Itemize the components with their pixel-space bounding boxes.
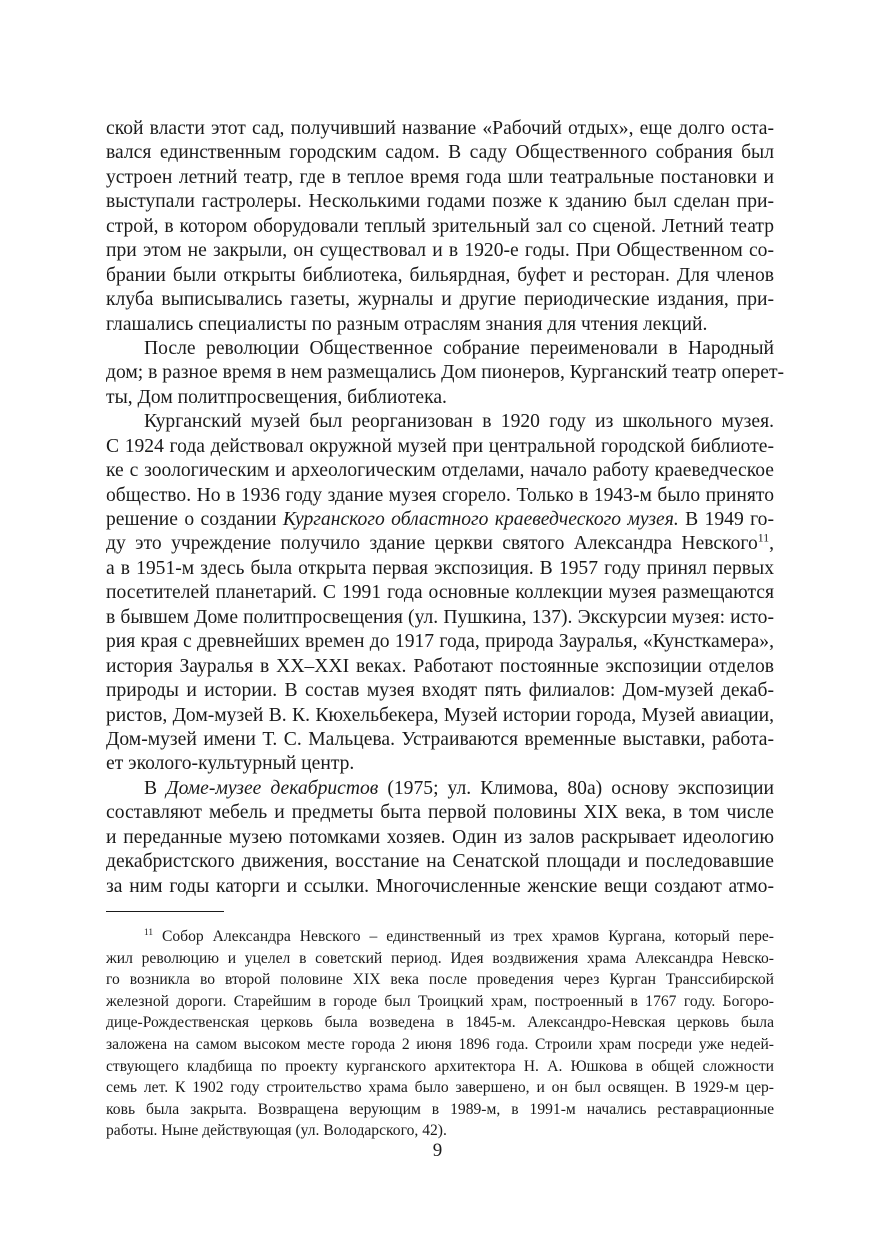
text-line: при этом не закрыли, он существовал и в 1920-е годы. При Общественном со- bbox=[106, 240, 774, 262]
text-line: посетителей планетарий. С 1991 года основные коллекции музея размещаются bbox=[106, 582, 774, 604]
footnote-line: ковь была закрыта. Возвращена верующим в 1989-м, в 1991-м начались реставрационные bbox=[106, 1100, 774, 1118]
footnote-line: работы. Ныне действующая (ул. Володарского, 42). bbox=[106, 1122, 447, 1140]
footnote-line: заложена на самом высоком месте города 2 июня 1896 года. Строили храм посреди уже недей- bbox=[106, 1035, 774, 1053]
text-segment: решение о создании bbox=[106, 509, 283, 530]
text-line: брании были открыты библиотека, бильярдная, буфет и ресторан. Для членов bbox=[106, 264, 774, 286]
text-line: общество. Но в 1936 году здание музея сгорело. Только в 1943-м было принято bbox=[106, 484, 774, 506]
text-segment: ду это учреждение получило здание церкви святого Александра Невского bbox=[106, 533, 758, 555]
text-segment: В bbox=[144, 777, 167, 799]
text-segment: (1975; ул. Климова, 80а) основу экспозиции bbox=[378, 777, 775, 799]
footnote-line: го возникла во второй половине XIX века после проведения через Курган Транссибирской bbox=[106, 971, 774, 989]
text-line: глашались специалисты по разным отраслям знания для чтения лекций. bbox=[106, 313, 708, 335]
paragraph-start-line: После революции Общественное собрание переименовали в Народный bbox=[144, 337, 774, 359]
text-line: Дом-музей имени Т. С. Мальцева. Устраиваются временные выставки, работа- bbox=[106, 728, 774, 750]
text-line: устроен летний театр, где в теплое время года шли театральные постановки и bbox=[106, 166, 774, 188]
text-line: ке с зоологическим и археологическим отделами, начало работу краеведческое bbox=[106, 460, 774, 482]
footnote-line: дице-Рождественская церковь была возведена в 1845-м. Александро-Невская церковь была bbox=[106, 1014, 774, 1032]
text-line: а в 1951-м здесь была открыта первая экспозиция. В 1957 году принял первых bbox=[106, 557, 774, 579]
paragraph-start-line bbox=[106, 777, 774, 801]
text-line: клуба выписывались газеты, журналы и другие периодические издания, при- bbox=[106, 289, 774, 311]
text-line: за ним годы каторги и ссылки. Многочисленные женские вещи создают атмо- bbox=[106, 875, 774, 897]
text-line: и переданные музею потомками хозяев. Один из залов раскрывает идеологию bbox=[106, 826, 774, 848]
main-text bbox=[106, 117, 785, 899]
footnote-divider bbox=[106, 911, 224, 912]
footnote-line: железной дороги. Старейшим в городе был Троицкий храм, построенный в 1767 году. Богоро- bbox=[106, 992, 774, 1010]
footnote-block bbox=[106, 926, 774, 1142]
text-line bbox=[106, 508, 774, 532]
text-line: ты, Дом политпросвещения, библиотека. bbox=[106, 386, 447, 408]
page-number: 9 bbox=[432, 1140, 443, 1161]
text-line: дом; в разное время в нем размещались Дом пионеров, Курганский театр оперет- bbox=[106, 362, 785, 384]
footnote-line: ствующего кладбища по проекту курганского архитектора Н. А. Юшкова в общей сложности bbox=[106, 1057, 774, 1075]
museum-name-italic: Доме-музее декабристов bbox=[166, 777, 379, 799]
footnote-marker: 11 bbox=[144, 927, 154, 938]
text-line: выступали гастролеры. Несколькими годами позже к зданию был сделан при- bbox=[106, 191, 774, 213]
text-segment: , bbox=[769, 533, 774, 555]
museum-name-italic: Курганского областного краеведческого музея. bbox=[282, 509, 679, 530]
text-segment: В 1949 го- bbox=[678, 509, 774, 530]
text-line: составляют мебель и предметы быта первой половины XIX века, в том числе bbox=[106, 802, 774, 824]
text-line: в бывшем Доме политпросвещения (ул. Пушкина, 137). Экскурсии музея: исто- bbox=[106, 606, 774, 628]
paragraph-start-line: Курганский музей был реорганизован в 1920 году из школьного музея. bbox=[144, 411, 774, 433]
text-line: строй, в котором оборудовали теплый зрительный зал со сценой. Летний театр bbox=[106, 215, 774, 237]
text-line: декабристского движения, восстание на Сенатской площади и последовавшие bbox=[106, 851, 774, 873]
footnote-line: семь лет. К 1902 году строительство храма было завершено, и он был освящен. В 1929-м цер- bbox=[106, 1079, 774, 1097]
text-line bbox=[106, 532, 774, 556]
text-line: ристов, Дом-музей В. К. Кюхельбекера, Музей истории города, Музей авиации, bbox=[106, 704, 774, 726]
text-line: С 1924 года действовал окружной музей при центральной городской библиоте- bbox=[106, 435, 774, 457]
text-line: природы и истории. В состав музея входят пять филиалов: Дом-музей декаб- bbox=[106, 680, 774, 702]
text-line: вался единственным городским садом. В саду Общественного собрания был bbox=[106, 142, 774, 164]
text-line: история Зауралья в XX–XXI веках. Работают постоянные экспозиции отделов bbox=[106, 655, 774, 677]
text-line: рия края с древнейших времен до 1917 года, природа Зауралья, «Кунсткамера», bbox=[106, 631, 774, 653]
footnote-reference[interactable]: 11 bbox=[757, 531, 770, 545]
footnote-line bbox=[106, 926, 774, 948]
text-segment: Собор Александра Невского – единственный из трех храмов Кургана, который пере- bbox=[153, 928, 774, 945]
footnote-line: жил революцию и уцелел в советский период. Идея воздвижения храма Александра Невско- bbox=[106, 949, 774, 967]
text-line: ет эколого-культурный центр. bbox=[106, 753, 355, 775]
text-line: ской власти этот сад, получивший название «Рабочий отдых», еще долго оста- bbox=[106, 118, 774, 139]
